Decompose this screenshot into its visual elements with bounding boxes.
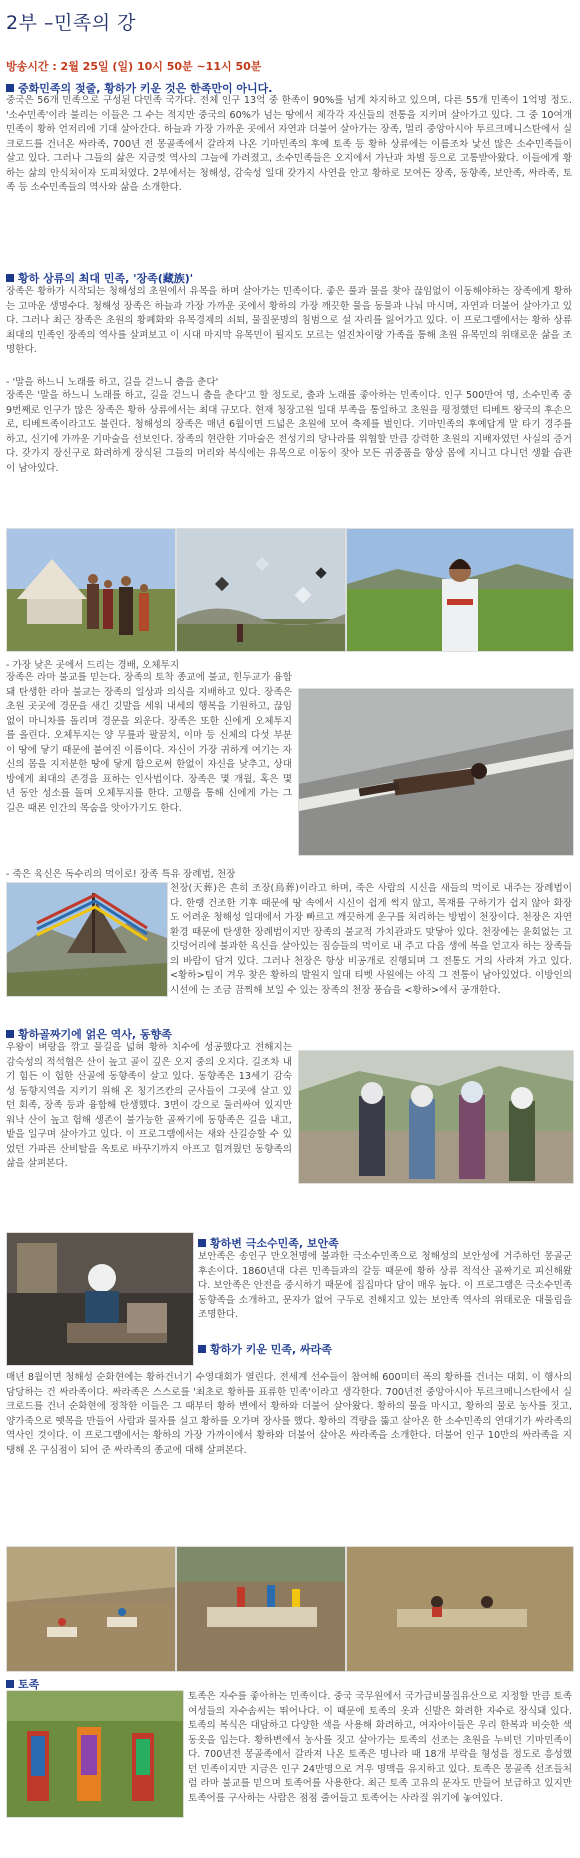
bonan-craftsman-photo [6, 1232, 194, 1366]
tu-dancers-photo [6, 1690, 184, 1818]
section-body-2: 장족은 황하가 시작되는 청해성의 초원에서 유목을 하며 살아가는 민족이다. 좋은 풀과 물을 찾아 끊임없이 이동해야하는 장족에게 황하는 고마운 생명수다. 청해성 장족은 하늘과 가장 가까운 곳에서 황하의 가장 깨끗한 물을 동물과 나눠 마시며, 자연과 더불어 살아가고 있다. 그러나 최근 장족은 초원의 황폐화와 유목경제의 쇠퇴, 물질문명의 침범으로 설 자리를 잃어가고 있다. 이 프로그램에서는 황하 상류 최대의 민족인 장족의 역사를 살펴보고 이 시대 마지막 유목민이 될지도 모르는 얼진차이랑 가족을 통해 초원 유목민의 위태로운 삶을 조명한다. [6, 286, 572, 355]
section-heading-7: 토족 [6, 1676, 39, 1692]
page-title: 2부 –민족의 강 [6, 12, 136, 34]
prostration-photo [298, 688, 574, 856]
section-heading-5: 황하변 극소수민족, 보안족 [198, 1235, 339, 1251]
airtime: 방송시간 : 2월 25일 (일) 10시 50분 ~11시 50분 [6, 60, 262, 73]
subheading-song-dance: - '말을 하느니 노래를 하고, 길을 걷느니 춤을 춘다' [6, 377, 219, 388]
subheading-sky-burial: - 죽은 육신은 독수리의 먹이로! 장족 특유 장례법, 천장 [6, 869, 236, 880]
section-body-7: 토족은 자수를 좋아하는 민족이다. 중국 국무원에서 국가급비물질유산으로 지정할 만큼 토족 여성들의 자수솜씨는 뛰어나다. 이 때문에 토족의 옷과 신발은 화려한 자수로 장식돼 있다. 토족의 복식은 대담하고 다양한 색을 사용해 화려하고, 여자아이들은 우리 한복과 비슷한 색동옷을 입는다. 황하변에서 농사를 짓고 살아가는 토족의 선조는 초원을 누비던 기마민족이다. 700년전 몽골족에서 갈라져 나온 토족은 명나라 때 18개 부락을 형성을 정도로 흥성했던 민족이지만 지금은 인구 24만명으로 겨우 명맥을 유지하고 있다. 토족은 몽골족 선조들처럼 라마 불교를 믿으며 토족어를 사용한다. 최근 토족 고유의 문자도 만들어 보급하고 있지만 토족어를 구사하는 사람은 점점 줄어들고 토족어는 사라질 위기에 놓여있다. [188, 1691, 572, 1804]
section-body-1: 중국은 56개 민족으로 구성된 다민족 국가다. 전체 인구 13억 중 한족이 90%를 넘게 차지하고 있으며, 다른 55개 민족이 1억명 정도. '소수민족'이라 불리는 이들은 그 수는 적지만 중국의 60%가 넘는 땅에서 제각각 자신들의 전통을 지키며 살아가고 있다. 그 중 10여개 민족이 황하 언저리에 기대 살아간다. 하늘과 가장 가까운 곳에서 자연과 더불어 살아가는 장족, 멀리 중앙아시아 투르크메니스탄에서 실크로드를 건너온 싸라족, 700년 전 몽골족에서 갈라져 나온 기마민족의 후예 토족 등 황하 상류에는 이름조차 낯선 많은 소수민족들이 살고 있다. 그러나 그들의 삶은 지금껏 역사의 그늘에 가려졌고, 소수민족들은 오지에서 가난과 차별 등으로 고통받아왔다. 이들에게 황하는 삶의 안식처이자 도피처였다. 2부에서는 청해성, 감숙성 일대 갖가지 사연을 안고 황하로 모여든 장족, 동향족, 보안족, 싸라족, 토족 등 소수민족들의 역사와 삶을 소개한다. [6, 95, 572, 193]
section-body-2b: 장족은 '말을 하느니 노래를 하고, 길을 걷느니 춤을 춘다'고 할 정도로, 춤과 노래를 좋아하는 민족이다. 인구 500만여 명, 소수민족 중 9번째로 인구가 많은 장족은 황하 상류에서는 최대 규모다. 현재 청장고원 일대 부족을 통일하고 초원을 평정했던 티베트 왕국의 후손으로, 티베트족이라고도 불린다. 청해성의 장족은 매년 6월이면 드넓은 초원에 모여 축제를 벌인다. 기마민족의 후예답게 말 타기 경주를 하고, 신기에 가까운 기마술을 선보인다. 장족의 현란한 기마술은 전성기의 당나라를 위협할 만큼 강력한 초원의 지배자였던 사실의 증거다. 갖가지 장신구로 화려하게 장식된 그들의 머리와 복식에는 유목으로 이동이 잦아 모든 귀중품을 항상 몸에 지니고 다니던 생활 습관이 남아있다. [6, 390, 572, 474]
section-body-6: 매년 8월이면 청해성 순화현에는 황하건너기 수영대회가 열린다. 전세계 선수들이 참여해 600미터 폭의 황하를 건너는 대회. 이 행사의 담당하는 건 싸라족이다. 싸라족은 스스로를 '최초로 황하를 표류한 민족'이라고 생각한다. 700년전 중앙아시아 투르크메니스탄에서 실크로드를 건너 순화현에 정착한 이들은 그 때부터 황하 변에서 황하와 더불어 살아왔다. 황하의 물을 마시고, 황하의 물로 농사를 짓고, 양가죽으로 뗏목을 만들어 사람과 물자를 실고 황하를 오가며 장사를 했다. 황하의 격량을 뚫고 살아온 한 소수민족의 연대기가 싸라족의 역사인 것이다. 이 프로그램에서는 황하의 가장 가까이에서 황하와 더불어 살아온 싸라족을 소개한다. 더불어 인구 10만의 싸라족을 지탱해 온 구심점이 되어 준 싸라족의 종교에 대해 살펴본다. [6, 1372, 572, 1456]
square-bullet-icon [6, 1030, 14, 1038]
section-heading-2: 황하 상류의 최대 민족, '장족(藏族)' [6, 270, 193, 286]
section-body-4: 우왕이 벼랑을 깎고 물길을 넓혀 황하 치수에 성공했다고 전해지는 감숙성의 적석협은 산이 높고 골이 깊은 오지 중의 오지다. 길조차 내기 힘든 이 험한 산골에 동향족이 살고 있다. 동향족은 13세기 감숙성 동향지역을 지키기 위해 온 칭기즈칸의 군사들이 그곳에 살고 있던 회족, 장족 등과 융합해 탄생했다. 3면이 강으로 둘러싸여 있지만 워낙 산이 높고 험해 생존이 불가능한 골짜기에 동향족은 길을 내고, 밭을 일구며 살아가고 있다. 이 프로그램에서는 새와 산길승할 수 있었던 가파른 산비탈을 옥토로 바꾸기까지 아프고 힘겨웠던 동향족의 삶을 살펴본다. [6, 1042, 292, 1169]
square-bullet-icon [198, 1239, 206, 1247]
caption-prostration: - 가장 낮은 곳에서 드리는 경배, 오체투지 [6, 660, 180, 671]
dongxiang-women-photo [298, 1050, 574, 1184]
square-bullet-icon [6, 84, 14, 92]
section-body-3: 장족은 라마 불교를 믿는다. 장족의 토착 종교에 불교, 힌두교가 융합돼 탄생한 라마 불교는 장족의 일상과 의식을 지배하고 있다. 장족은 초원 곳곳에 경문을 새긴 깃발을 세워 내세의 행복을 기원하고, 끊임없이 마니차를 돌리며 경문을 외운다. 장족은 또한 신에게 오체투지를 올린다. 오체투지는 양 무릎과 팔꿈치, 이마 등 신체의 다섯 부분이 땅에 닿기 때문에 붙여진 이름이다. 자신이 가장 귀하게 여기는 자신의 몸을 지저분한 땅에 닿게 함으로써 한없이 자신을 낮추고, 상대방에게 최대의 존경을 표하는 인사법이다. 장족은 몇 개월, 혹은 몇 년 동안 성소를 돌며 오체투지를 한다. 고행을 통해 신에게 가는 그 길은 때론 인간의 목숨을 앗아가기도 한다. [6, 672, 292, 814]
salar-raft-photo-1 [6, 1546, 176, 1672]
tibetan-family-photo [6, 528, 176, 652]
section-body-3b: 천장(天葬)은 흔히 조장(鳥葬)이라고 하며, 죽은 사람의 시신을 새들의 먹이로 내주는 장례법이다. 한랭 건조한 기후 때문에 땅 속에서 시신이 쉽게 썩지 않고, 목재를 구하기가 쉽지 않아 화장도 어려운 청해성 일대에서 가장 빠르고 깨끗하게 운구를 처리하는 방법이 천장이다. 천장은 자연환경 때문에 탄생한 장례법이지만 장족의 불교적 가치관과도 맞닿아 있다. 천장에는 윤회없는 고깃덩어리에 불과한 육신을 살아있는 짐승들의 먹이로 내 주고 다음 생에 복을 얻고자 하는 장족들의 바람이 담겨 있다. 그러나 천장은 항상 비공개로 진행되며 그 전통도 거의 사라져 가고 있다. <황하>팀이 겨우 찾은 황하의 발원지 일대 티벳 사원에는 아직 그 전통이 남아있었다. 이방인의 시선에 는 조금 끔찍해 보일 수 있는 장족의 천장 풍습을 <황하>에서 공개한다. [170, 883, 572, 996]
square-bullet-icon [6, 274, 14, 282]
section-heading-1: 중화민족의 젖줄, 황하가 키운 것은 한족만이 아니다. [6, 80, 272, 96]
section-heading-6: 황하가 키운 민족, 싸라족 [198, 1341, 332, 1357]
square-bullet-icon [198, 1345, 206, 1353]
section-heading-4: 황하골짜기에 얽은 역사, 동향족 [6, 1026, 172, 1042]
square-bullet-icon [6, 1680, 14, 1688]
kites-photo [176, 528, 346, 652]
section-body-5: 보안족은 송인구 만오천명에 불과한 극소수민족으로 청해성의 보안성에 거주하던 몽골군 후손이다. 1860년대 다른 민족들과의 갈등 때문에 황하 상류 적석산 골짜기로 피신해왔다. 보안족은 안전을 중시하기 때문에 집집마다 담이 매우 높다. 이 프로그램은 극소수민족 동향족을 소개하고, 문자가 없어 구두로 전해지고 있는 보안족 역사의 위태로운 대물림을 조명한다. [198, 1251, 572, 1320]
prayer-flags-photo [6, 882, 168, 997]
tibetan-woman-photo [346, 528, 574, 652]
salar-raft-photo-2 [176, 1546, 346, 1672]
salar-raft-photo-3 [346, 1546, 574, 1672]
